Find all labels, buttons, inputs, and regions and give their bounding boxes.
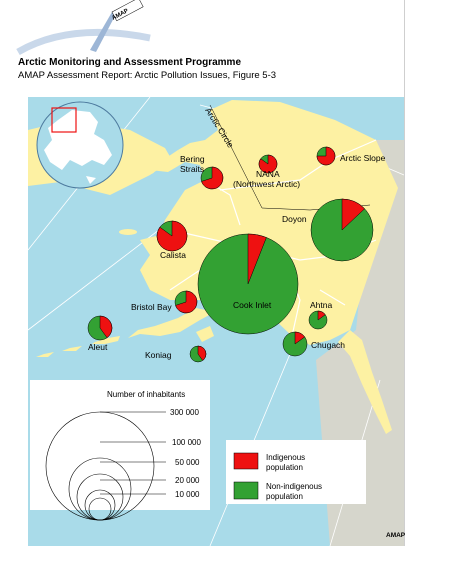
label-bristol-bay: Bristol Bay: [131, 302, 172, 312]
logo-text: AMAP: [111, 8, 130, 22]
size-legend-title: Number of inhabitants: [107, 390, 186, 399]
indigenous-label-1: Indigenous: [266, 453, 306, 462]
label-chugach: Chugach: [311, 340, 346, 350]
indigenous-swatch: [234, 453, 258, 469]
label-arctic-slope: Arctic Slope: [340, 153, 386, 163]
header-subtitle: AMAP Assessment Report: Arctic Pollution Issues, Figure 5-3: [18, 70, 277, 81]
label-nana: NANA (Northwest Arctic): [233, 169, 301, 189]
scale-300000: 300 000: [170, 408, 199, 417]
non-indigenous-label-2: population: [266, 492, 303, 501]
label-ahtna: Ahtna: [310, 300, 333, 310]
label-aleut: Aleut: [88, 342, 108, 352]
label-koniag: Koniag: [145, 350, 172, 360]
size-legend: [30, 380, 210, 520]
scale-20000: 20 000: [175, 476, 200, 485]
label-doyon: Doyon: [282, 214, 307, 224]
arctic-circle-label: Arctic Circle: [203, 105, 236, 150]
label-calista: Calista: [160, 250, 186, 260]
amap-logo: [18, 0, 150, 52]
footer-credit: AMAP: [386, 532, 406, 539]
frame-line: [404, 0, 405, 546]
non-indigenous-swatch: [234, 482, 258, 499]
color-legend: [226, 440, 366, 504]
scale-50000: 50 000: [175, 458, 200, 467]
label-bering-straits-1: Bering Straits: [180, 154, 205, 174]
inset-globe: [37, 102, 123, 188]
label-cook-inlet: Cook Inlet: [233, 300, 272, 310]
indigenous-label-2: population: [266, 463, 303, 472]
scale-10000: 10 000: [175, 490, 200, 499]
non-indigenous-label-1: Non-indigenous: [266, 482, 323, 491]
header-title: Arctic Monitoring and Assessment Programme: [18, 57, 242, 68]
scale-100000: 100 000: [172, 438, 201, 447]
